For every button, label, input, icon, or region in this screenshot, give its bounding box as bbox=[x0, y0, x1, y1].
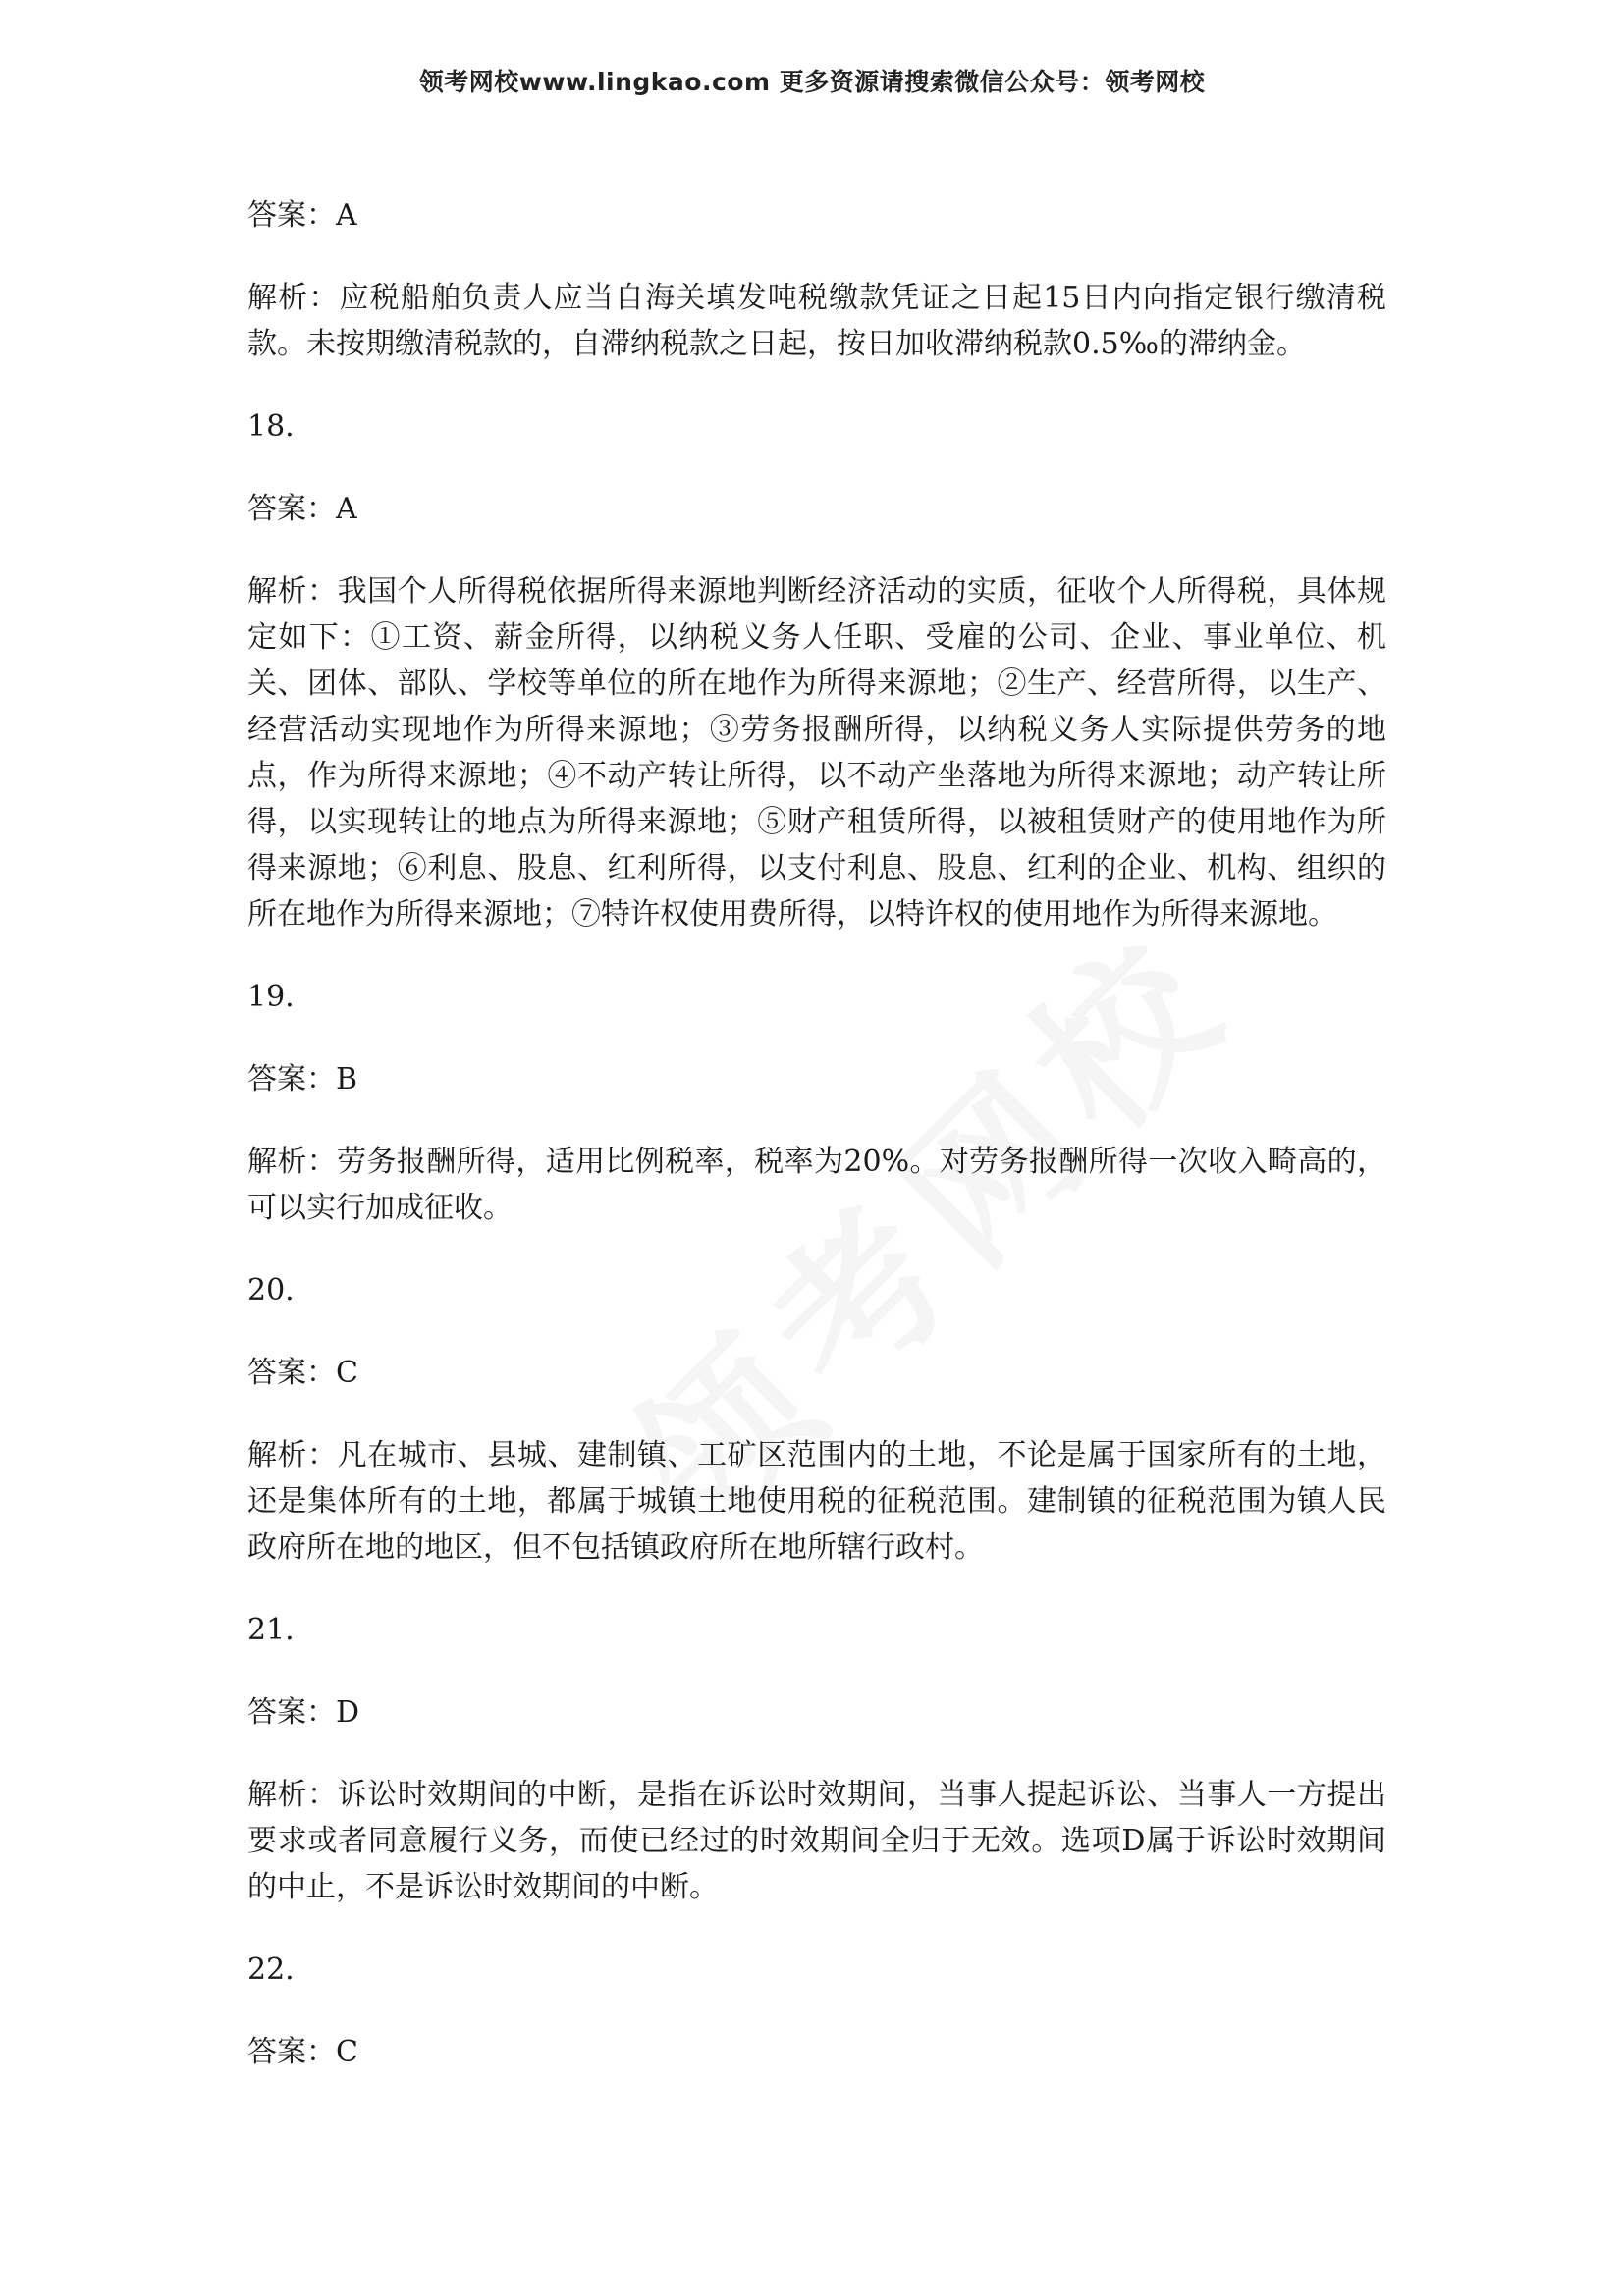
analysis-paragraph: 解析：诉讼时效期间的中断，是指在诉讼时效期间，当事人提起诉讼、当事人一方提出要求或者同意履行义务，而使已经过的时效期间全归于无效。选项D属于诉讼时效期间的中止，不是诉讼时效期间的中断。 bbox=[247, 1778, 1386, 1904]
answer-line: 答案：D bbox=[247, 1695, 360, 1730]
answer-line: 答案：C bbox=[247, 1356, 358, 1390]
answer-content bbox=[247, 192, 1386, 2111]
answer-line: 答案：A bbox=[247, 198, 357, 233]
answer-line: 答案：A bbox=[247, 492, 357, 526]
page-header: 领考网校www.lingkao.com 更多资源请搜索微信公众号：领考网校 bbox=[418, 68, 1206, 96]
question-number: 18. bbox=[247, 409, 295, 444]
answer-line: 答案：B bbox=[247, 1062, 358, 1096]
question-number: 20. bbox=[247, 1273, 295, 1308]
analysis-paragraph: 解析：我国个人所得税依据所得来源地判断经济活动的实质，征收个人所得税，具体规定如下：①工资、薪金所得，以纳税义务人任职、受雇的公司、企业、事业单位、机关、团体、部队、学校等单位的所在地作为所得来源地；②生产、经营所得，以生产、经营活动实现地作为所得来源地；③劳务报酬所得，以纳税义务人实际提供劳务的地点，作为所得来源地；④不动产转让所得，以不动产坐落地为所得来源地；动产转让所得，以实现转让的地点为所得来源地；⑤财产租赁所得，以被租赁财产的使用地作为所得来源地；⑥利息、股息、红利所得，以支付利息、股息、红利的企业、机构、组织的所在地作为所得来源地；⑦特许权使用费所得，以特许权的使用地作为所得来源地。 bbox=[247, 574, 1386, 932]
question-number: 21. bbox=[247, 1613, 295, 1647]
analysis-paragraph: 解析：应税船舶负责人应当自海关填发吨税缴款凭证之日起15日内向指定银行缴清税款。未按期缴清税款的，自滞纳税款之日起，按日加收滞纳税款0.5‰的滞纳金。 bbox=[247, 281, 1386, 361]
question-number: 22. bbox=[247, 1952, 295, 1987]
answer-line: 答案：C bbox=[247, 2035, 358, 2069]
analysis-paragraph: 解析：劳务报酬所得，适用比例税率，税率为20%。对劳务报酬所得一次收入畸高的，可以实行加成征收。 bbox=[247, 1145, 1386, 1225]
analysis-paragraph: 解析：凡在城市、县城、建制镇、工矿区范围内的土地，不论是属于国家所有的土地，还是集体所有的土地，都属于城镇土地使用税的征税范围。建制镇的征税范围为镇人民政府所在地的地区，但不包括镇政府所在地所辖行政村。 bbox=[247, 1438, 1386, 1565]
question-number: 19. bbox=[247, 980, 295, 1014]
